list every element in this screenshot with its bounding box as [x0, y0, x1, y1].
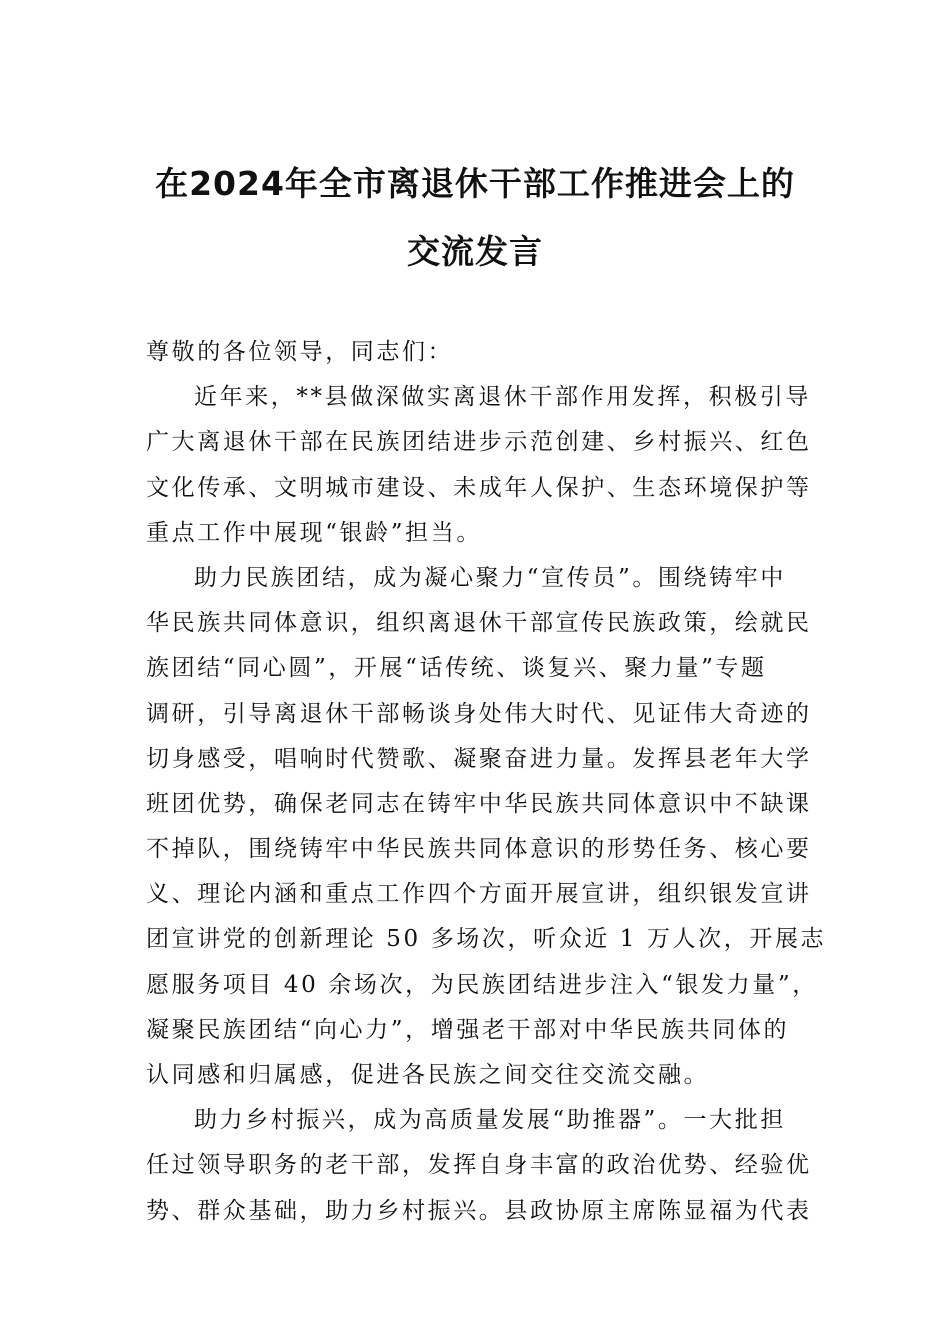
- paragraph-line: 义、理论内涵和重点工作四个方面开展宣讲，组织银发宣讲: [146, 881, 812, 908]
- paragraph-line: 团宣讲党的创新理论 50 多场次，听众近 1 万人次，开展志: [146, 926, 827, 953]
- paragraph-line: 华民族共同体意识，组织离退休干部宣传民族政策，绘就民: [146, 610, 812, 637]
- paragraph-rural-revitalization: [146, 1098, 816, 1234]
- paragraph-line: 切身感受，唱响时代赞歌、凝聚奋进力量。发挥县老年大学: [146, 745, 812, 772]
- paragraph-line: 重点工作中展现“银龄”担当。: [146, 519, 482, 546]
- paragraph-line: 族团结“同心圆”，开展“话传统、谈复兴、聚力量”专题: [146, 655, 767, 682]
- paragraph-line: 不掉队，围绕铸牢中华民族共同体意识的形势任务、核心要: [146, 836, 812, 863]
- paragraph-line: 班团优势，确保老同志在铸牢中华民族共同体意识中不缺课: [146, 790, 812, 817]
- paragraph-line: 势、群众基础，助力乡村振兴。县政协原主席陈显福为代表: [146, 1197, 812, 1224]
- paragraph-line: 任过领导职务的老干部，发挥自身丰富的政治优势、经验优: [146, 1152, 812, 1179]
- paragraph-intro: [146, 375, 816, 556]
- document-title-line-1: 在2024年全市离退休干部工作推进会上的: [155, 164, 795, 203]
- paragraph-line: 凝聚民族团结“向心力”，增强老干部对中华民族共同体的: [146, 1016, 790, 1043]
- document-title-line-2: 交流发言: [407, 232, 543, 271]
- salutation: 尊敬的各位领导，同志们：: [146, 339, 454, 365]
- paragraph-line: 助力乡村振兴，成为高质量发展“助推器”。一大批担: [194, 1107, 786, 1134]
- document-body: [146, 330, 827, 1234]
- paragraph-ethnic-unity: [146, 556, 827, 1098]
- paragraph-line: 近年来，**县做深做实离退休干部作用发挥，积极引导: [194, 384, 811, 411]
- paragraph-line: 文化传承、文明城市建设、未成年人保护、生态环境保护等: [146, 474, 812, 501]
- paragraph-line: 调研，引导离退休干部畅谈身处伟大时代、见证伟大奇迹的: [146, 700, 812, 727]
- paragraph-line: 助力民族团结，成为凝心聚力“宣传员”。围绕铸牢中: [194, 564, 786, 591]
- paragraph-line: 广大离退休干部在民族团结进步示范创建、乡村振兴、红色: [146, 429, 812, 456]
- paragraph-line: 愿服务项目 40 余场次，为民族团结进步注入“银发力量”，: [146, 971, 818, 998]
- paragraph-line: 认同感和归属感，促进各民族之间交往交流交融。: [146, 1062, 710, 1088]
